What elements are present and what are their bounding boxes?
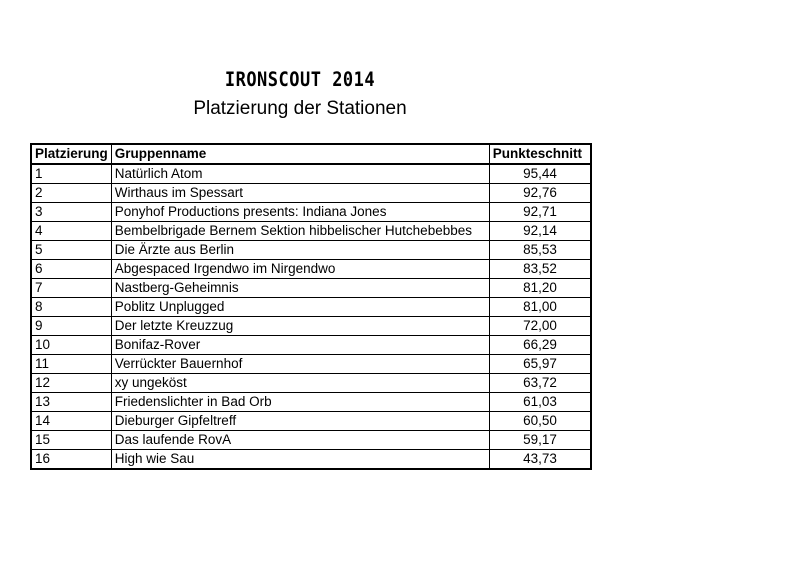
cell-rank: 4 (31, 222, 111, 241)
cell-rank: 14 (31, 412, 111, 431)
cell-name: Natürlich Atom (111, 164, 489, 184)
table-row (31, 412, 591, 431)
cell-name: Poblitz Unplugged (111, 298, 489, 317)
cell-rank: 5 (31, 241, 111, 260)
cell-rank: 7 (31, 279, 111, 298)
header-name: Gruppenname (111, 144, 489, 164)
table-row (31, 317, 591, 336)
header-rank: Platzierung (31, 144, 111, 164)
cell-name: Bembelbrigade Bernem Sektion hibbelischer Hutchebebbes (111, 222, 489, 241)
cell-name: Nastberg-Geheimnis (111, 279, 489, 298)
table-row (31, 355, 591, 374)
table-row (31, 203, 591, 222)
cell-score: 81,20 (489, 279, 591, 298)
cell-score: 92,71 (489, 203, 591, 222)
cell-score: 43,73 (489, 450, 591, 470)
cell-rank: 8 (31, 298, 111, 317)
cell-score: 85,53 (489, 241, 591, 260)
table-row (31, 279, 591, 298)
cell-rank: 9 (31, 317, 111, 336)
table-row (31, 450, 591, 470)
table-row (31, 374, 591, 393)
ranking-table (30, 143, 592, 470)
cell-score: 59,17 (489, 431, 591, 450)
cell-rank: 1 (31, 164, 111, 184)
table-row (31, 393, 591, 412)
table-header-row (31, 144, 591, 164)
cell-score: 95,44 (489, 164, 591, 184)
cell-name: Der letzte Kreuzzug (111, 317, 489, 336)
cell-score: 60,50 (489, 412, 591, 431)
cell-rank: 2 (31, 184, 111, 203)
ranking-table-body (31, 164, 591, 469)
cell-score: 83,52 (489, 260, 591, 279)
header-score: Punkteschnitt (489, 144, 591, 164)
cell-name: High wie Sau (111, 450, 489, 470)
cell-name: Dieburger Gipfeltreff (111, 412, 489, 431)
cell-score: 63,72 (489, 374, 591, 393)
cell-rank: 16 (31, 450, 111, 470)
cell-rank: 13 (31, 393, 111, 412)
cell-rank: 11 (31, 355, 111, 374)
table-row (31, 431, 591, 450)
cell-name: Das laufende RovA (111, 431, 489, 450)
cell-name: Friedenslichter in Bad Orb (111, 393, 489, 412)
table-row (31, 298, 591, 317)
page-subtitle: Platzierung der Stationen (193, 98, 407, 119)
cell-score: 81,00 (489, 298, 591, 317)
cell-score: 65,97 (489, 355, 591, 374)
cell-score: 92,76 (489, 184, 591, 203)
cell-name: Wirthaus im Spessart (111, 184, 489, 203)
table-row (31, 222, 591, 241)
cell-score: 66,29 (489, 336, 591, 355)
table-row (31, 336, 591, 355)
cell-score: 92,14 (489, 222, 591, 241)
cell-rank: 6 (31, 260, 111, 279)
cell-rank: 3 (31, 203, 111, 222)
cell-name: Bonifaz-Rover (111, 336, 489, 355)
table-row (31, 241, 591, 260)
cell-rank: 15 (31, 431, 111, 450)
table-row (31, 184, 591, 203)
cell-rank: 10 (31, 336, 111, 355)
cell-score: 61,03 (489, 393, 591, 412)
cell-name: Verrückter Bauernhof (111, 355, 489, 374)
cell-rank: 12 (31, 374, 111, 393)
event-title: IRONSCOUT 2014 (224, 68, 376, 92)
cell-name: Die Ärzte aus Berlin (111, 241, 489, 260)
table-row (31, 164, 591, 184)
cell-name: Ponyhof Productions presents: Indiana Jones (111, 203, 489, 222)
cell-name: xy ungeköst (111, 374, 489, 393)
cell-name: Abgespaced Irgendwo im Nirgendwo (111, 260, 489, 279)
table-row (31, 260, 591, 279)
cell-score: 72,00 (489, 317, 591, 336)
